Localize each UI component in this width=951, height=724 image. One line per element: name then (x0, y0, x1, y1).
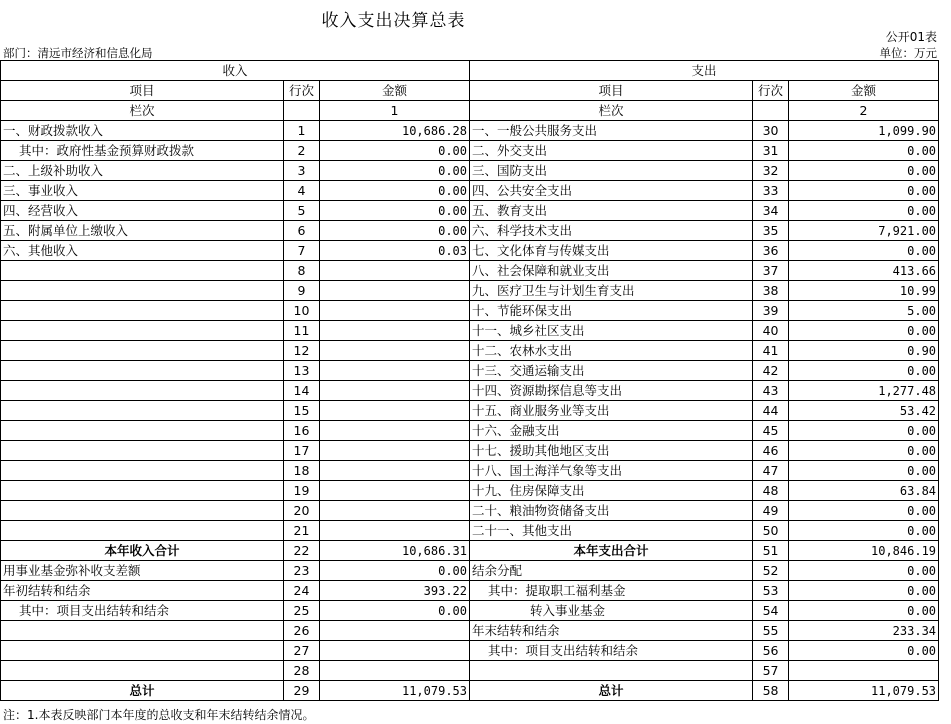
expense-row-no-cell: 44 (753, 401, 789, 421)
expense-row-no-cell: 54 (753, 601, 789, 621)
unit-label: 单位：万元 (879, 46, 937, 60)
income-row-no-cell: 20 (284, 501, 320, 521)
table-body (1, 121, 939, 701)
expense-item-cell: 十四、资源勘探信息等支出 (470, 381, 753, 401)
table-row (1, 581, 939, 601)
income-item-cell: 二、上级补助收入 (1, 161, 284, 181)
table-row (1, 321, 939, 341)
expense-item-cell: 九、医疗卫生与计划生育支出 (470, 281, 753, 301)
income-row-no-cell: 3 (284, 161, 320, 181)
income-row-no-cell: 2 (284, 141, 320, 161)
table-row (1, 141, 939, 161)
income-row-no-cell: 1 (284, 121, 320, 141)
expense-amount-cell: 0.00 (789, 361, 939, 381)
expense-item-header: 项目 (470, 81, 753, 101)
table-row (1, 641, 939, 661)
expense-row-no-cell: 32 (753, 161, 789, 181)
income-column-no-blank (284, 101, 320, 121)
income-item-cell (1, 521, 284, 541)
expense-item-cell: 四、公共安全支出 (470, 181, 753, 201)
income-item-cell: 总计 (1, 681, 284, 701)
income-item-cell (1, 261, 284, 281)
income-item-cell: 六、其他收入 (1, 241, 284, 261)
table-row (1, 521, 939, 541)
expense-amount-cell: 0.00 (789, 141, 939, 161)
expense-row-no-cell: 43 (753, 381, 789, 401)
expense-item-cell: 十一、城乡社区支出 (470, 321, 753, 341)
expense-row-no-cell: 45 (753, 421, 789, 441)
income-amount-cell: 0.00 (320, 601, 470, 621)
income-row-no-cell: 13 (284, 361, 320, 381)
income-amount-cell (320, 481, 470, 501)
expense-item-cell: 十七、援助其他地区支出 (470, 441, 753, 461)
income-item-cell (1, 341, 284, 361)
income-item-cell (1, 641, 284, 661)
expense-row-no-cell: 31 (753, 141, 789, 161)
income-amount-cell: 0.00 (320, 161, 470, 181)
income-row-no-cell: 21 (284, 521, 320, 541)
income-row-no-cell: 8 (284, 261, 320, 281)
expense-row-no-cell: 57 (753, 661, 789, 681)
table-row (1, 461, 939, 481)
expense-row-no-cell: 46 (753, 441, 789, 461)
income-column-no-label: 栏次 (1, 101, 284, 121)
income-amount-cell: 0.00 (320, 201, 470, 221)
expense-item-cell: 五、教育支出 (470, 201, 753, 221)
income-amount-cell (320, 281, 470, 301)
expense-item-cell: 十五、商业服务业等支出 (470, 401, 753, 421)
expense-row-no-cell: 30 (753, 121, 789, 141)
income-item-cell (1, 621, 284, 641)
income-amount-cell (320, 361, 470, 381)
table-row (1, 541, 939, 561)
income-item-cell (1, 421, 284, 441)
expense-item-cell: 十三、交通运输支出 (470, 361, 753, 381)
income-item-cell (1, 481, 284, 501)
expense-column-no-label: 栏次 (470, 101, 753, 121)
table-row (1, 681, 939, 701)
expense-amount-cell: 0.00 (789, 461, 939, 481)
income-item-cell: 四、经营收入 (1, 201, 284, 221)
expense-amount-cell: 11,079.53 (789, 681, 939, 701)
expense-item-cell: 一、一般公共服务支出 (470, 121, 753, 141)
income-row-no-cell: 11 (284, 321, 320, 341)
expense-row-no-cell: 58 (753, 681, 789, 701)
department-label: 部门：清远市经济和信息化局 (3, 46, 153, 60)
table-row (1, 241, 939, 261)
expense-row-no-cell: 34 (753, 201, 789, 221)
income-item-cell: 其中：政府性基金预算财政拨款 (1, 141, 284, 161)
income-row-no-cell: 17 (284, 441, 320, 461)
income-item-cell: 本年收入合计 (1, 541, 284, 561)
expense-amount-cell: 53.42 (789, 401, 939, 421)
expense-row-no-cell: 41 (753, 341, 789, 361)
expense-item-cell: 二十一、其他支出 (470, 521, 753, 541)
income-item-cell: 年初结转和结余 (1, 581, 284, 601)
income-item-cell (1, 381, 284, 401)
income-item-cell (1, 661, 284, 681)
income-item-cell (1, 281, 284, 301)
income-item-cell (1, 361, 284, 381)
income-item-cell: 用事业基金弥补收支差额 (1, 561, 284, 581)
table-row (1, 501, 939, 521)
income-amount-cell (320, 401, 470, 421)
expense-amount-cell: 0.00 (789, 201, 939, 221)
income-amount-cell: 11,079.53 (320, 681, 470, 701)
expense-row-no-cell: 52 (753, 561, 789, 581)
expense-column-no-blank (753, 101, 789, 121)
income-expense-table (0, 60, 939, 701)
income-row-no-cell: 15 (284, 401, 320, 421)
expense-item-cell: 十六、金融支出 (470, 421, 753, 441)
table-row (1, 621, 939, 641)
expense-amount-cell: 0.90 (789, 341, 939, 361)
expense-row-no-cell: 47 (753, 461, 789, 481)
income-amount-cell (320, 461, 470, 481)
income-row-no-cell: 6 (284, 221, 320, 241)
expense-item-cell: 其中：项目支出结转和结余 (470, 641, 753, 661)
table-row (1, 121, 939, 141)
income-row-no-cell: 29 (284, 681, 320, 701)
expense-amount-cell: 63.84 (789, 481, 939, 501)
income-row-no-cell: 24 (284, 581, 320, 601)
expense-item-cell: 年末结转和结余 (470, 621, 753, 641)
income-amount-cell (320, 641, 470, 661)
table-row (1, 301, 939, 321)
expense-item-cell: 十八、国土海洋气象等支出 (470, 461, 753, 481)
expense-amount-cell: 0.00 (789, 241, 939, 261)
expense-amount-cell: 0.00 (789, 581, 939, 601)
expense-amount-cell: 10.99 (789, 281, 939, 301)
expense-item-cell: 二、外交支出 (470, 141, 753, 161)
expense-row-no-cell: 39 (753, 301, 789, 321)
income-item-cell (1, 321, 284, 341)
table-row (1, 221, 939, 241)
expense-row-no-cell: 50 (753, 521, 789, 541)
expense-amount-cell: 5.00 (789, 301, 939, 321)
expense-amount-cell: 0.00 (789, 561, 939, 581)
income-amount-cell: 0.00 (320, 181, 470, 201)
income-item-cell (1, 301, 284, 321)
income-amount-cell: 0.00 (320, 561, 470, 581)
expense-item-cell: 转入事业基金 (470, 601, 753, 621)
income-item-cell: 其中：项目支出结转和结余 (1, 601, 284, 621)
income-amount-cell (320, 341, 470, 361)
income-section-header: 收入 (1, 61, 470, 81)
expense-row-no-cell: 53 (753, 581, 789, 601)
income-row-no-cell: 27 (284, 641, 320, 661)
expense-item-cell: 本年支出合计 (470, 541, 753, 561)
table-row (1, 161, 939, 181)
income-row-no-cell: 5 (284, 201, 320, 221)
expense-row-no-cell: 38 (753, 281, 789, 301)
table-row (1, 361, 939, 381)
expense-item-cell: 十、节能环保支出 (470, 301, 753, 321)
income-row-no-cell: 10 (284, 301, 320, 321)
expense-amount-cell (789, 661, 939, 681)
income-amount-cell (320, 301, 470, 321)
expense-amount-cell: 0.00 (789, 421, 939, 441)
income-item-cell: 一、财政拨款收入 (1, 121, 284, 141)
report-title: 收入支出决算总表 (321, 11, 466, 31)
expense-amount-cell: 0.00 (789, 641, 939, 661)
expense-row-no-cell: 48 (753, 481, 789, 501)
income-row-no-cell: 9 (284, 281, 320, 301)
expense-section-header: 支出 (470, 61, 939, 81)
expense-row-no-header: 行次 (753, 81, 789, 101)
income-amount-cell (320, 521, 470, 541)
expense-row-no-cell: 35 (753, 221, 789, 241)
expense-row-no-cell: 37 (753, 261, 789, 281)
income-amount-cell (320, 261, 470, 281)
income-row-no-header: 行次 (284, 81, 320, 101)
expense-column-no: 2 (789, 101, 939, 121)
expense-amount-cell: 0.00 (789, 161, 939, 181)
income-amount-cell: 0.00 (320, 141, 470, 161)
income-row-no-cell: 16 (284, 421, 320, 441)
footnote: 注：1.本表反映部门本年度的总收支和年末结转结余情况。 (3, 708, 315, 722)
income-amount-cell: 0.00 (320, 221, 470, 241)
income-amount-cell (320, 661, 470, 681)
table-row (1, 381, 939, 401)
expense-row-no-cell: 33 (753, 181, 789, 201)
income-amount-cell: 393.22 (320, 581, 470, 601)
table-row (1, 561, 939, 581)
expense-row-no-cell: 49 (753, 501, 789, 521)
income-amount-cell (320, 441, 470, 461)
income-row-no-cell: 4 (284, 181, 320, 201)
income-row-no-cell: 12 (284, 341, 320, 361)
table-row (1, 261, 939, 281)
income-amount-cell: 0.03 (320, 241, 470, 261)
table-row (1, 481, 939, 501)
expense-amount-cell: 233.34 (789, 621, 939, 641)
expense-amount-cell: 0.00 (789, 501, 939, 521)
income-item-cell (1, 401, 284, 421)
income-amount-cell (320, 381, 470, 401)
expense-item-cell: 六、科学技术支出 (470, 221, 753, 241)
income-row-no-cell: 18 (284, 461, 320, 481)
expense-amount-cell: 0.00 (789, 181, 939, 201)
expense-row-no-cell: 36 (753, 241, 789, 261)
income-amount-cell: 10,686.28 (320, 121, 470, 141)
table-row (1, 421, 939, 441)
expense-amount-cell: 7,921.00 (789, 221, 939, 241)
expense-item-cell: 十二、农林水支出 (470, 341, 753, 361)
expense-amount-header: 金额 (789, 81, 939, 101)
form-code: 公开01表 (885, 30, 937, 44)
table-row (1, 201, 939, 221)
income-row-no-cell: 7 (284, 241, 320, 261)
income-row-no-cell: 14 (284, 381, 320, 401)
expense-amount-cell: 10,846.19 (789, 541, 939, 561)
expense-item-cell: 结余分配 (470, 561, 753, 581)
table-row (1, 181, 939, 201)
income-row-no-cell: 26 (284, 621, 320, 641)
expense-item-cell: 三、国防支出 (470, 161, 753, 181)
expense-amount-cell: 0.00 (789, 521, 939, 541)
income-row-no-cell: 28 (284, 661, 320, 681)
expense-item-cell: 十九、住房保障支出 (470, 481, 753, 501)
income-item-cell (1, 501, 284, 521)
table-row (1, 601, 939, 621)
table-row (1, 661, 939, 681)
income-item-cell: 五、附属单位上缴收入 (1, 221, 284, 241)
expense-amount-cell: 0.00 (789, 441, 939, 461)
expense-amount-cell: 0.00 (789, 601, 939, 621)
expense-row-no-cell: 40 (753, 321, 789, 341)
income-item-cell: 三、事业收入 (1, 181, 284, 201)
income-amount-cell: 10,686.31 (320, 541, 470, 561)
income-item-cell (1, 461, 284, 481)
income-amount-cell (320, 621, 470, 641)
expense-item-cell: 七、文化体育与传媒支出 (470, 241, 753, 261)
income-amount-cell (320, 321, 470, 341)
income-amount-header: 金额 (320, 81, 470, 101)
table-row (1, 441, 939, 461)
expense-amount-cell: 1,099.90 (789, 121, 939, 141)
table-row (1, 341, 939, 361)
income-row-no-cell: 23 (284, 561, 320, 581)
income-item-header: 项目 (1, 81, 284, 101)
expense-row-no-cell: 42 (753, 361, 789, 381)
expense-row-no-cell: 56 (753, 641, 789, 661)
expense-item-cell: 八、社会保障和就业支出 (470, 261, 753, 281)
income-item-cell (1, 441, 284, 461)
income-row-no-cell: 25 (284, 601, 320, 621)
table-row (1, 401, 939, 421)
expense-item-cell: 总计 (470, 681, 753, 701)
expense-item-cell (470, 661, 753, 681)
expense-row-no-cell: 51 (753, 541, 789, 561)
income-row-no-cell: 22 (284, 541, 320, 561)
table-row (1, 281, 939, 301)
expense-item-cell: 其中：提取职工福利基金 (470, 581, 753, 601)
income-column-no: 1 (320, 101, 470, 121)
income-row-no-cell: 19 (284, 481, 320, 501)
expense-amount-cell: 413.66 (789, 261, 939, 281)
expense-item-cell: 二十、粮油物资储备支出 (470, 501, 753, 521)
expense-row-no-cell: 55 (753, 621, 789, 641)
expense-amount-cell: 0.00 (789, 321, 939, 341)
income-amount-cell (320, 421, 470, 441)
income-amount-cell (320, 501, 470, 521)
expense-amount-cell: 1,277.48 (789, 381, 939, 401)
